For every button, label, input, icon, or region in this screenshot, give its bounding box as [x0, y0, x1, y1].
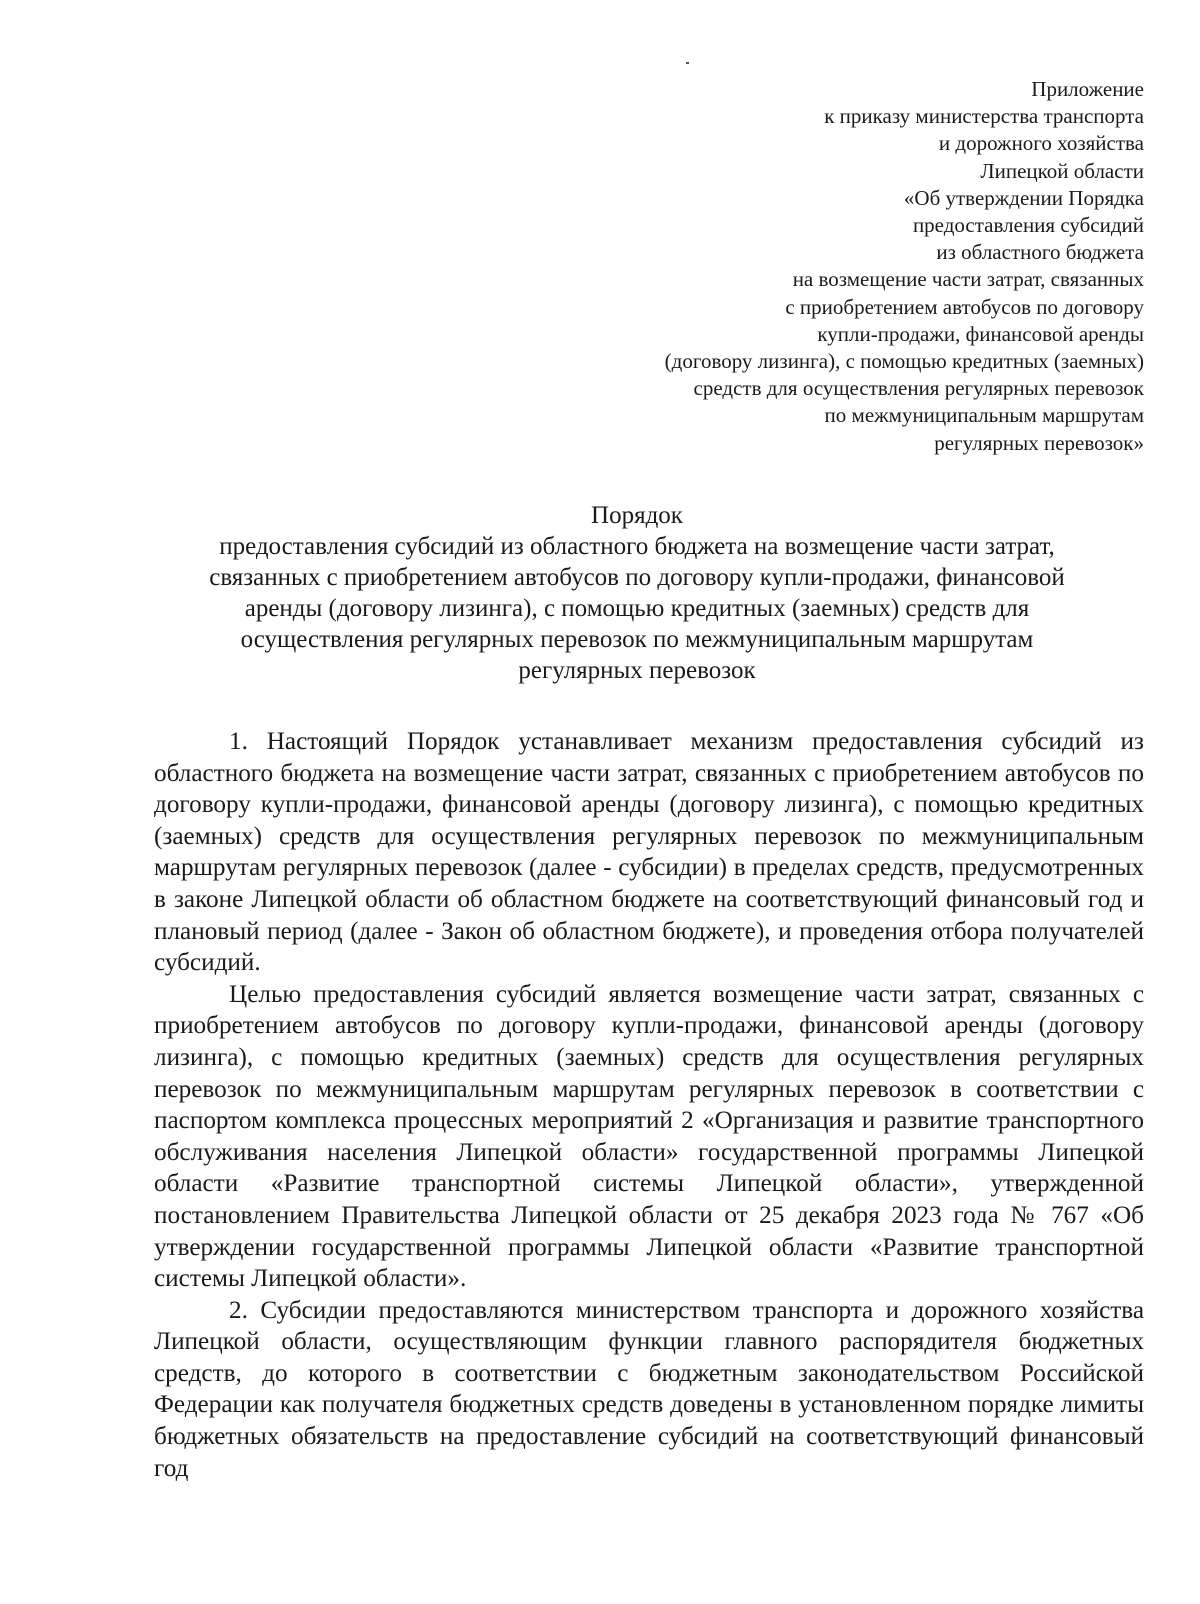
document-subtitle-line: регулярных перевозок: [518, 657, 756, 684]
body-paragraph: Целью предоставления субсидий является возмещение части затрат, связанных с приобретением автобусов по договору купли-продажи, финансовой аренды (договору лизинга), с помощью кредитных (заемных) средств для осуществления регулярных перевозок по межмуниципальным маршрутам регулярных перевозок в соответствии с паспортом комплекса процессных мероприятий 2 «Организация и развитие транспортного обслуживания населения Липецкой области» государственной программы Липецкой области «Развитие транспортной системы Липецкой области», утвержденной постановлением Правительства Липецкой области от 25 декабря 2023 года № 767 «Об утверждении государственной программы Липецкой области «Развитие транспортной системы Липецкой области».: [154, 980, 1144, 1293]
body-paragraph: 2. Субсидии предоставляются министерством транспорта и дорожного хозяйства Липецкой области, осуществляющим функции главного распорядителя бюджетных средств, до которого в соответствии с бюджетным законодательством Российской Федерации как получателя бюджетных средств доведены в установленном порядке лимиты бюджетных обязательств на предоставление субсидий на соответствующий финансовый год: [154, 1296, 1144, 1482]
header-line: средств для осуществления регулярных перевозок: [693, 376, 1144, 401]
header-line: Приложение: [1031, 77, 1144, 101]
header-line: на возмещение части затрат, связанных: [792, 267, 1144, 292]
document-subtitle-line: осуществления регулярных перевозок по межмуниципальным маршрутам: [240, 626, 1034, 653]
scan-speck: [686, 62, 689, 64]
document-subtitle-line: предоставления субсидий из областного бюджета на возмещение части затрат,: [219, 533, 1055, 560]
document-title: Порядок: [591, 502, 683, 529]
header-line: по межмуниципальным маршрутам: [824, 403, 1144, 428]
header-line: к приказу министерства транспорта: [824, 104, 1144, 129]
header-line: купли-продажи, финансовой аренды: [817, 321, 1144, 346]
document-subtitle-line: аренды (договору лизинга), с помощью кредитных (заемных) средств для: [244, 595, 1030, 622]
header-line: «Об утверждении Порядка: [903, 185, 1144, 210]
document-body: [154, 726, 1144, 1484]
header-line: и дорожного хозяйства: [938, 131, 1144, 156]
header-line: Липецкой области: [980, 158, 1144, 183]
document-subtitle-line: связанных с приобретением автобусов по договору купли-продажи, финансовой: [209, 564, 1065, 591]
header-line: с приобретением автобусов по договору: [785, 294, 1144, 319]
appendix-header: [665, 76, 1144, 457]
document-title-block: [130, 500, 1144, 686]
body-paragraph: 1. Настоящий Порядок устанавливает механизм предоставления субсидий из областного бюджета на возмещение части затрат, связанных с приобретением автобусов по договору купли-продажи, финансовой аренды (договору лизинга), с помощью кредитных (заемных) средств для осуществления регулярных перевозок по межмуниципальным маршрутам регулярных перевозок (далее - субсидии) в пределах средств, предусмотренных в законе Липецкой области об областном бюджете на соответствующий финансовый год и плановый период (далее - Закон об областном бюджете), и проведения отбора получателей субсидий.: [154, 728, 1144, 977]
header-line: (договору лизинга), с помощью кредитных (заемных): [664, 349, 1144, 374]
header-line: из областного бюджета: [936, 240, 1144, 265]
header-line: регулярных перевозок»: [934, 430, 1144, 455]
header-line: предоставления субсидий: [912, 213, 1144, 238]
